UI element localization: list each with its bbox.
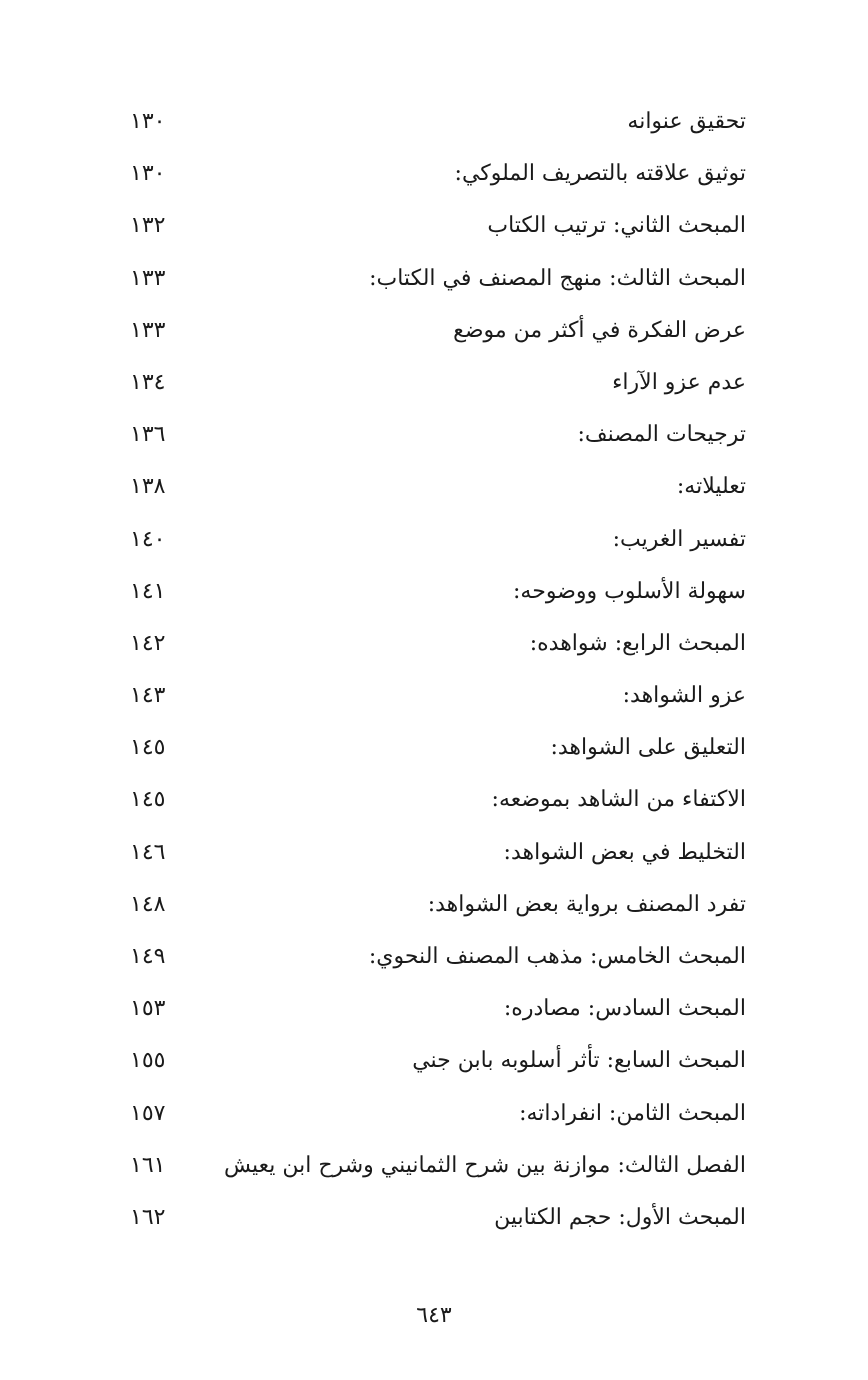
toc-entry (130, 1194, 746, 1246)
page-number: ٦٤٣ (416, 1303, 452, 1328)
toc-entry-page: ١٤٨ (130, 891, 166, 917)
toc-entry-page: ١٣٣ (130, 265, 166, 291)
toc-entry (130, 829, 746, 881)
toc-entry-title: سهولة الأسلوب ووضوحه: (513, 578, 746, 604)
table-of-contents (130, 98, 746, 1246)
toc-entry-title: المبحث السابع: تأثر أسلوبه بابن جني (412, 1048, 746, 1074)
toc-entry-page: ١٣٤ (130, 369, 166, 395)
toc-entry-title: عدم عزو الآراء (612, 369, 746, 395)
toc-entry-page: ١٣٢ (130, 213, 166, 239)
toc-entry-page: ١٣٠ (130, 109, 166, 134)
toc-entry-page: ١٣٣ (130, 317, 166, 343)
toc-entry-title: المبحث الثالث: منهج المصنف في الكتاب: (369, 265, 746, 291)
toc-entry-page: ١٦١ (130, 1152, 166, 1178)
toc-entry-title: تفرد المصنف برواية بعض الشواهد: (427, 891, 746, 917)
toc-entry-page: ١٣٦ (130, 422, 166, 448)
toc-entry-page: ١٣٠ (130, 161, 166, 187)
toc-entry-title: المبحث الثاني: ترتيب الكتاب (487, 213, 746, 239)
toc-entry-page: ١٥٥ (130, 1048, 166, 1074)
toc-entry (130, 672, 746, 724)
toc-entry-page: ١٥٣ (130, 996, 166, 1022)
toc-entry-title: التعليق على الشواهد: (550, 735, 746, 761)
toc-entry-title: المبحث السادس: مصادره: (503, 996, 746, 1022)
toc-entry-page: ١٤٥ (130, 735, 166, 761)
toc-entry (130, 255, 746, 307)
toc-entry (130, 307, 746, 359)
toc-entry-title: عزو الشواهد: (622, 683, 746, 709)
toc-entry-page: ١٤٢ (130, 630, 166, 656)
toc-entry (130, 568, 746, 620)
toc-entry (130, 516, 746, 568)
toc-entry-title: المبحث الخامس: مذهب المصنف النحوي: (368, 944, 746, 969)
toc-entry (130, 463, 746, 515)
toc-entry-title: تحقيق عنوانه (627, 109, 746, 134)
toc-entry-title: التخليط في بعض الشواهد: (503, 839, 746, 865)
toc-entry (130, 202, 746, 254)
toc-entry-page: ١٤٠ (130, 526, 166, 552)
toc-entry-title: المبحث الأول: حجم الكتابين (494, 1204, 746, 1230)
toc-entry-page: ١٤٥ (130, 787, 166, 813)
toc-entry-title: المبحث الرابع: شواهده: (529, 630, 746, 656)
toc-entry (130, 1142, 746, 1194)
toc-entry (130, 359, 746, 411)
toc-entry-title: تفسير الغريب: (612, 526, 746, 552)
toc-entry-title: عرض الفكرة في أكثر من موضع (453, 317, 746, 343)
toc-entry-title: المبحث الثامن: انفراداته: (519, 1100, 746, 1126)
toc-entry-title: توثيق علاقته بالتصريف الملوكي: (454, 161, 746, 187)
toc-entry (130, 776, 746, 828)
toc-entry (130, 933, 746, 985)
toc-entry (130, 620, 746, 672)
toc-entry-page: ١٤٦ (130, 839, 166, 865)
toc-entry (130, 98, 746, 150)
toc-entry (130, 881, 746, 933)
toc-entry (130, 150, 746, 202)
toc-entry (130, 724, 746, 776)
toc-entry (130, 1090, 746, 1142)
toc-entry-title: الاكتفاء من الشاهد بموضعه: (491, 787, 746, 813)
toc-entry-page: ١٣٨ (130, 474, 166, 500)
toc-entry (130, 1037, 746, 1089)
toc-entry-page: ١٤١ (130, 578, 166, 604)
toc-entry-title: ترجيحات المصنف: (577, 422, 746, 448)
toc-entry-page: ١٤٣ (130, 683, 166, 709)
toc-entry (130, 411, 746, 463)
toc-entry (130, 985, 746, 1037)
toc-entry-page: ١٦٢ (130, 1204, 166, 1230)
toc-entry-page: ١٤٩ (130, 944, 166, 969)
toc-entry-title: الفصل الثالث: موازنة بين شرح الثمانيني وشرح ابن يعيش (223, 1152, 746, 1178)
toc-entry-title: تعليلاته: (676, 474, 746, 500)
toc-entry-page: ١٥٧ (130, 1100, 166, 1126)
